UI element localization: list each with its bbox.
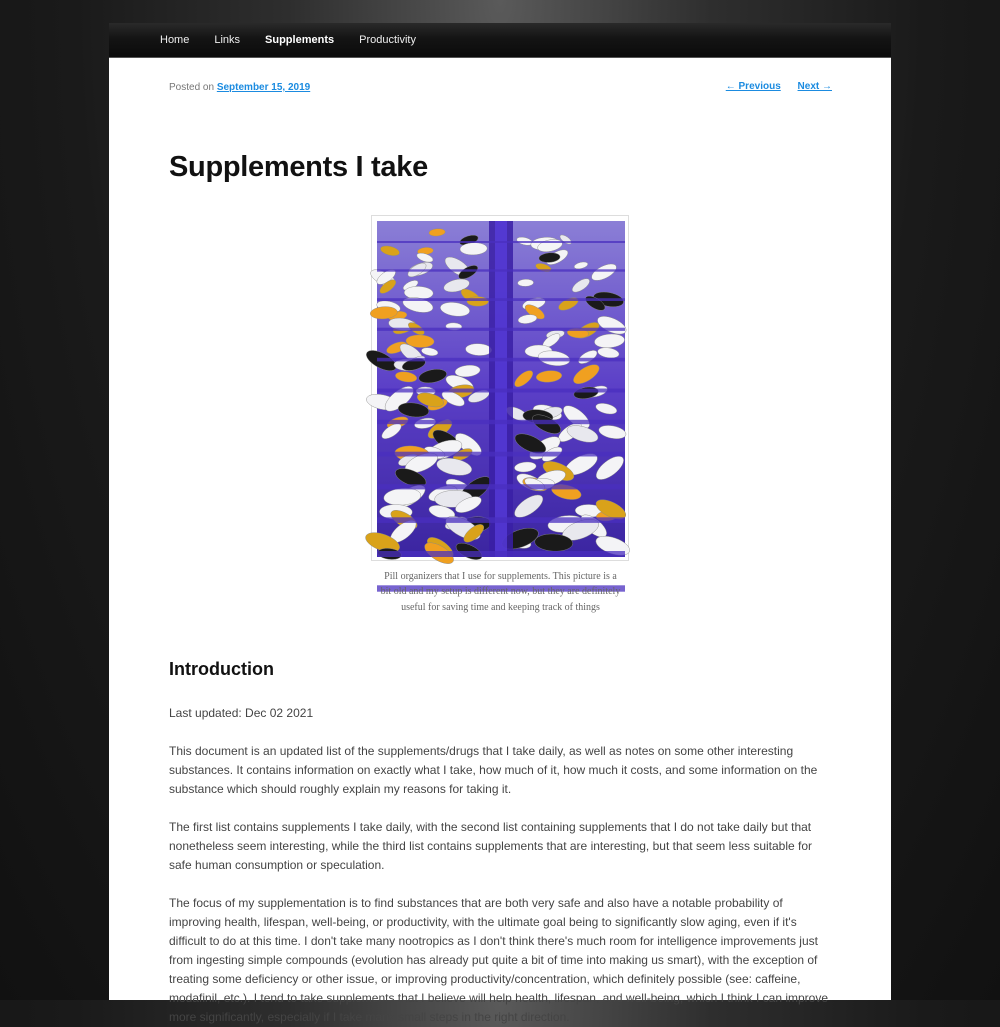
page-title: Supplements I take xyxy=(169,151,428,183)
previous-link[interactable]: ← Previous xyxy=(725,81,781,92)
intro-paragraph-3: The focus of my supplementation is to find substances that are both very safe and also have a notable probability of improving health, lifespan, well-being, or productivity, with the ultimate goal being to significantly slow aging, even if it's difficult to do at this time. I don't take many nootropics as I don't think there's much room for intelligence improvements just from ingesting simple compounds (evolution has already put quite a bit of time into making us smart), with the exception of treating some deficiency or other issue, or improving productivity/concentration, which definitely possible (see: caffeine, modafinil, etc.). I tend to take supplements that I believe will help health, lifespan, and well-being, which I think I can improve more significantly, especially if I take many small steps in the right direction. xyxy=(169,896,829,1025)
posted-on xyxy=(169,82,310,93)
top-nav xyxy=(109,23,891,58)
figure xyxy=(371,215,631,616)
intro-paragraph-1: This document is an updated list of the supplements/drugs that I take daily, as well as notes on some other interesting substances. It contains information on exactly what I take, how much of it, how much it costs, and some information on the substance which should roughly explain my reasons for taking it. xyxy=(169,744,818,797)
figure-caption: Pill organizers that I use for supplements. This picture is a bit old and my setup is different now, but they are definitely useful for saving time and keeping track of things xyxy=(380,570,621,613)
nav-item-home[interactable]: Home xyxy=(160,34,190,46)
next-link[interactable]: Next → xyxy=(797,81,832,92)
nav-item-supplements[interactable]: Supplements xyxy=(265,34,335,46)
article xyxy=(169,58,832,1027)
post-date-link[interactable]: September 15, 2019 xyxy=(216,82,311,93)
nav-item-links[interactable]: Links xyxy=(214,34,241,46)
page xyxy=(109,23,891,1025)
last-updated: Last updated: Dec 02 2021 xyxy=(169,706,314,721)
posted-prefix: Posted on xyxy=(169,82,215,93)
image-frame xyxy=(371,215,629,561)
section-heading-introduction: Introduction xyxy=(169,659,274,680)
pill-organizer-image[interactable] xyxy=(377,221,625,557)
post-meta xyxy=(169,58,832,118)
intro-paragraph-2: The first list contains supplements I take daily, with the second list containing supplements that I do not take daily but that nonetheless seem interesting, while the third list contains supplements that are interesting, but that seem less suitable for safe human consumption or speculation. xyxy=(169,820,813,873)
nav-item-productivity[interactable]: Productivity xyxy=(359,34,416,46)
post-navigation xyxy=(712,81,832,92)
